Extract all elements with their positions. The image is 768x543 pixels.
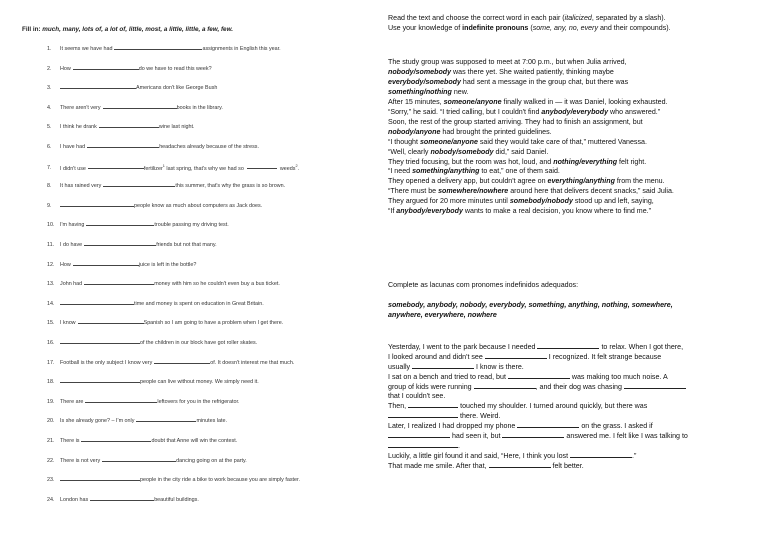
text-segment: “There must be	[388, 187, 439, 196]
exercise-item	[47, 83, 217, 92]
text-segment: After 15 minutes,	[388, 97, 444, 106]
item-text: friends but not that many.	[156, 242, 217, 248]
text-segment: Then,	[388, 402, 409, 411]
item-text: How	[60, 261, 71, 268]
text-segment: , and their dog was chasing	[535, 382, 624, 391]
item-text: I didn't use	[60, 165, 86, 172]
text-segment: Yesterday, I went to the park because I needed	[388, 343, 538, 351]
exercise-item	[47, 220, 229, 229]
item-text: I have had	[60, 144, 86, 150]
item-text: doubt that Anne will win the contest.	[151, 438, 238, 444]
exercise-item	[47, 299, 264, 308]
text-segment: “I need	[388, 167, 413, 176]
item-text: trouble passing my driving test.	[154, 222, 229, 229]
text-segment: usually	[388, 362, 413, 371]
item-text: of. It doesn't interest me that much.	[210, 359, 295, 366]
answer-blank[interactable]	[99, 122, 159, 128]
word-choice: nothing/everything	[553, 157, 618, 166]
fill-in-label: Fill in:	[22, 26, 41, 33]
word-choice: nobody/somebody	[388, 67, 452, 76]
exercise-item	[47, 318, 283, 327]
instruction-bold: indefinite pronouns	[462, 24, 529, 32]
answer-blank[interactable]	[60, 83, 136, 89]
answer-blank[interactable]	[474, 382, 536, 389]
story-line	[388, 98, 668, 108]
exercise-item	[47, 44, 281, 53]
text-segment: They opened a delivery app, but couldn't agree on	[388, 177, 548, 186]
word-choice: something/nothing	[388, 87, 452, 96]
answer-blank[interactable]	[388, 411, 458, 418]
text-segment: I looked around and didn't see	[388, 352, 485, 361]
text-segment: who answered.”	[608, 107, 661, 116]
text-segment: .	[458, 442, 460, 450]
word-choice: someone/anyone	[419, 137, 478, 146]
story-line	[388, 177, 665, 187]
answer-blank[interactable]	[489, 461, 551, 468]
text-segment: did,” said Daniel.	[493, 147, 549, 156]
instruction-text: , separated by a slash).	[591, 14, 666, 22]
text-segment: The study group was supposed to meet at 7:00 p.m., but when Julia arrived,	[388, 58, 627, 66]
item-text: do we have to read this week?	[138, 65, 212, 72]
item-number: 9.	[47, 202, 52, 209]
story-line	[388, 128, 552, 138]
answer-blank[interactable]	[154, 358, 210, 364]
exercise-item	[47, 338, 257, 347]
item-text: leftovers for you in the refrigerator.	[157, 398, 240, 405]
exercise-item	[47, 436, 237, 445]
item-number: 24.	[47, 496, 55, 503]
item-text: people in the city ride a bike to work because you are simply faster.	[140, 477, 301, 484]
item-text: last spring, that's why we had so	[164, 165, 244, 172]
exercise-item	[47, 358, 294, 367]
text-segment: new.	[451, 87, 469, 96]
item-number: 19.	[47, 398, 55, 405]
story-line	[388, 118, 643, 128]
answer-blank[interactable]	[73, 260, 139, 266]
word-choice: everybody/somebody	[388, 77, 461, 86]
word-choice: nobody/somebody	[430, 147, 494, 156]
item-number: 14.	[47, 300, 55, 307]
story-line	[388, 197, 654, 207]
text-segment: wants to make a real decision, you know where to find me.”	[462, 207, 651, 216]
item-text: juice is left in the bottle?	[138, 261, 197, 268]
item-text: It seems we have had	[60, 46, 113, 52]
item-text: assignments in English this year.	[202, 46, 281, 52]
item-text: There aren't very	[60, 104, 101, 111]
word-choice: nobody/anyone	[388, 127, 441, 136]
story-line	[388, 58, 627, 68]
answer-blank[interactable]	[60, 475, 140, 481]
text-segment: was there yet. She waited patiently, thinking maybe	[451, 67, 614, 76]
item-number: 22.	[47, 457, 55, 464]
item-number: 10.	[47, 222, 55, 229]
instruction-line-2	[388, 24, 671, 34]
story-line	[388, 158, 646, 168]
item-text: How	[60, 65, 71, 72]
item-number: 20.	[47, 418, 55, 425]
text-segment: They tried focusing, but the room was hot, loud, and	[388, 157, 554, 166]
text-segment: had brought the printed guidelines.	[440, 127, 552, 136]
answer-blank[interactable]	[485, 352, 547, 359]
fill-in-word-list: much, many, lots of, a lot of, little, most, a little, little, a few, few.	[42, 26, 233, 33]
word-choice: something/anything	[412, 167, 480, 176]
text-segment: had sent a message in the group chat, but there was	[460, 77, 629, 86]
text-segment: Luckily, a little girl found it and said, “Here, I think you lost	[388, 451, 571, 460]
answer-blank[interactable]	[102, 456, 176, 462]
exercise-item	[47, 64, 212, 73]
text-segment: there. Weird.	[458, 412, 501, 421]
answer-blank[interactable]	[73, 64, 139, 70]
answer-blank[interactable]	[81, 436, 151, 442]
item-text: minutes late.	[196, 418, 228, 425]
item-text: people know as much about computers as Jack does.	[134, 202, 263, 209]
exercise-item	[47, 260, 196, 269]
exercise-item	[47, 456, 247, 465]
text-segment: That made me smile. After that,	[388, 461, 489, 470]
text-segment: .”	[632, 451, 637, 460]
answer-blank[interactable]	[412, 362, 474, 369]
pt-text-line	[388, 461, 584, 472]
story-line	[388, 108, 660, 118]
word-choice: anybody/everybody	[541, 107, 609, 116]
item-text: .	[297, 165, 300, 172]
answer-blank[interactable]	[388, 441, 458, 448]
item-text: Spanish so I am going to have a problem when I get there.	[143, 320, 284, 327]
item-text: I do have	[60, 242, 83, 248]
text-segment: to eat,” one of them said.	[479, 167, 560, 176]
word-choice: somewhere/nowhere	[438, 187, 509, 196]
item-number: 16.	[47, 340, 55, 346]
word-choice: everything/anything	[547, 177, 615, 186]
answer-blank[interactable]	[84, 240, 156, 246]
fill-in-header	[22, 26, 233, 33]
answer-blank[interactable]	[87, 142, 159, 148]
text-segment: “Sorry,” he said. “I tried calling, but I couldn't find	[388, 107, 542, 116]
item-text: time and money is spent on education in Great Britain.	[134, 300, 264, 307]
answer-blank[interactable]	[537, 342, 599, 349]
item-text: London has	[60, 496, 89, 503]
text-segment: around here that delivers decent snacks,” said Julia.	[508, 187, 674, 196]
footnote-mark: 1	[162, 163, 165, 168]
exercise-item	[47, 495, 199, 504]
exercise-item	[47, 397, 239, 406]
exercise-item	[47, 377, 259, 386]
exercise-item	[47, 103, 223, 112]
story-line	[388, 167, 560, 177]
item-number: 23.	[47, 477, 55, 484]
instruction-text: and their compounds).	[598, 24, 671, 32]
item-text: of the children in our block have got roller skates.	[140, 340, 258, 346]
text-segment: that I couldn't see.	[388, 391, 446, 400]
text-segment: Soon, the rest of the group started arriving. They had to finish an assignment, but	[388, 117, 643, 126]
footnote-mark: 2	[295, 163, 298, 168]
answer-blank[interactable]	[408, 401, 458, 408]
item-text: It has rained very	[60, 183, 102, 190]
story-line	[388, 148, 548, 158]
story-line	[388, 187, 674, 197]
pt-text-line	[388, 392, 445, 402]
text-segment: answered me. I felt like I was talking to	[564, 432, 688, 441]
exercise-item	[47, 201, 262, 210]
story-line	[388, 138, 647, 148]
word-choice: anybody/everybody	[396, 207, 463, 216]
instruction-italic: some, any, no, every	[532, 24, 599, 32]
item-text: Is she already gone? – I'm only	[60, 418, 135, 425]
answer-blank[interactable]	[90, 495, 154, 501]
item-number: 13.	[47, 281, 55, 288]
word-choice: someone/anyone	[443, 97, 502, 106]
answer-blank[interactable]	[502, 431, 564, 438]
item-number: 3.	[47, 85, 52, 92]
item-text: John had	[60, 281, 83, 288]
right-worksheet	[388, 0, 763, 543]
answer-blank[interactable]	[136, 416, 196, 422]
text-segment: from the menu.	[614, 177, 665, 186]
text-segment: I know is there.	[474, 362, 524, 371]
text-segment: on the grass. I asked if	[579, 422, 653, 431]
exercise-item	[47, 279, 280, 288]
exercise-item	[47, 240, 217, 249]
item-number: 15.	[47, 320, 55, 327]
item-text: people can live without money. We simply need it.	[140, 379, 259, 386]
answer-blank[interactable]	[85, 397, 157, 403]
answer-blank[interactable]	[570, 451, 632, 458]
item-number: 8.	[47, 183, 52, 190]
story-line	[388, 88, 468, 98]
answer-blank[interactable]	[60, 338, 140, 344]
exercise-item	[47, 416, 227, 425]
item-text: Americans don't like George Bush	[136, 85, 218, 92]
answer-blank[interactable]	[78, 318, 144, 324]
text-segment: finally walked in — it was Daniel, looking exhausted.	[501, 97, 668, 106]
exercise-item	[47, 142, 259, 151]
item-number: 11.	[47, 242, 55, 248]
item-number: 6.	[47, 144, 52, 150]
item-number: 1.	[47, 46, 52, 52]
text-segment: felt right.	[617, 157, 647, 166]
text-segment: “Well, clearly	[388, 147, 431, 156]
text-segment: “I thought	[388, 137, 420, 146]
item-number: 18.	[47, 379, 55, 386]
left-worksheet	[0, 0, 380, 543]
text-segment: to relax. When I got there,	[599, 343, 684, 351]
answer-blank[interactable]	[508, 372, 570, 379]
text-segment: stood up and left, saying,	[572, 197, 654, 206]
exercise-item	[47, 475, 300, 484]
item-text: I think he drank	[60, 124, 97, 131]
item-text: wine last night.	[158, 124, 195, 131]
text-segment: I recognized. It felt strange because	[546, 352, 662, 361]
item-text: dancing going on at the party.	[176, 457, 247, 464]
answer-blank[interactable]	[86, 220, 154, 226]
instruction-line-1	[388, 14, 666, 24]
item-text: I know	[60, 320, 76, 327]
item-text: money with him so he couldn't even buy a bus ticket.	[154, 281, 280, 288]
item-text: weeds	[279, 165, 296, 172]
exercise-item	[47, 162, 299, 171]
answer-blank[interactable]	[84, 279, 154, 285]
answer-blank[interactable]	[114, 44, 202, 50]
exercise-item	[47, 122, 195, 131]
item-text: fertilizer	[143, 165, 163, 172]
answer-blank[interactable]	[60, 201, 134, 207]
item-text: Football is the only subject I know very	[60, 359, 153, 366]
text-segment: had seen it, but	[450, 432, 503, 441]
item-number: 17.	[47, 359, 55, 366]
text-segment: Later, I realized I had dropped my phone	[388, 422, 518, 431]
item-number: 2.	[47, 65, 52, 72]
item-number: 4.	[47, 104, 52, 111]
story-line	[388, 207, 651, 217]
text-segment: I sat on a bench and tried to read, but	[388, 372, 508, 381]
answer-blank[interactable]	[517, 421, 579, 428]
text-segment: “If	[388, 207, 397, 216]
answer-blank[interactable]	[247, 163, 277, 169]
exercise-item	[47, 181, 285, 190]
item-text: this summer, that's why the grass is so brown.	[175, 183, 286, 190]
answer-blank[interactable]	[60, 299, 134, 305]
answer-blank[interactable]	[103, 103, 177, 109]
answer-blank[interactable]	[388, 431, 450, 438]
item-number: 21.	[47, 438, 55, 444]
text-segment: group of kids were running	[388, 382, 474, 391]
item-text: beautiful buildings.	[154, 496, 199, 503]
text-segment: felt better.	[550, 461, 584, 470]
text-segment: was making too much noise. A	[569, 372, 668, 381]
item-text: headaches already because of the stress.	[159, 144, 259, 150]
text-segment: said they would take care of that,” muttered Vanessa.	[477, 137, 647, 146]
pt-word-bank-line-2: anywhere, everywhere, nowhere	[388, 311, 497, 319]
answer-blank[interactable]	[624, 382, 686, 389]
story-line	[388, 78, 628, 88]
item-text: There is	[60, 438, 80, 444]
item-text: books in the library.	[176, 104, 223, 111]
text-segment: touched my shoulder. I turned around quickly, but there was	[458, 402, 648, 411]
text-segment: They argued for 20 more minutes until	[388, 197, 510, 206]
item-number: 5.	[47, 124, 52, 131]
instruction-text: (	[528, 24, 533, 32]
answer-blank[interactable]	[60, 377, 140, 383]
pt-instruction: Complete as lacunas com pronomes indefinidos adequados:	[388, 281, 579, 289]
item-number: 7.	[47, 165, 52, 172]
story-line	[388, 68, 614, 78]
item-number: 12.	[47, 261, 55, 268]
item-text: I'm having	[60, 222, 85, 229]
instruction-italic: italicized	[564, 14, 592, 22]
instruction-text: Use your knowledge of	[388, 24, 463, 32]
answer-blank[interactable]	[103, 181, 175, 187]
item-text: There is not very	[60, 457, 101, 464]
word-choice: somebody/nobody	[509, 197, 573, 206]
item-text: There are	[60, 398, 84, 405]
answer-blank[interactable]	[88, 163, 144, 169]
instruction-text: Read the text and choose the correct word in each pair (	[388, 14, 565, 22]
pt-word-bank-line-1: somebody, anybody, nobody, everybody, something, anything, nothing, somewhere,	[388, 301, 673, 309]
